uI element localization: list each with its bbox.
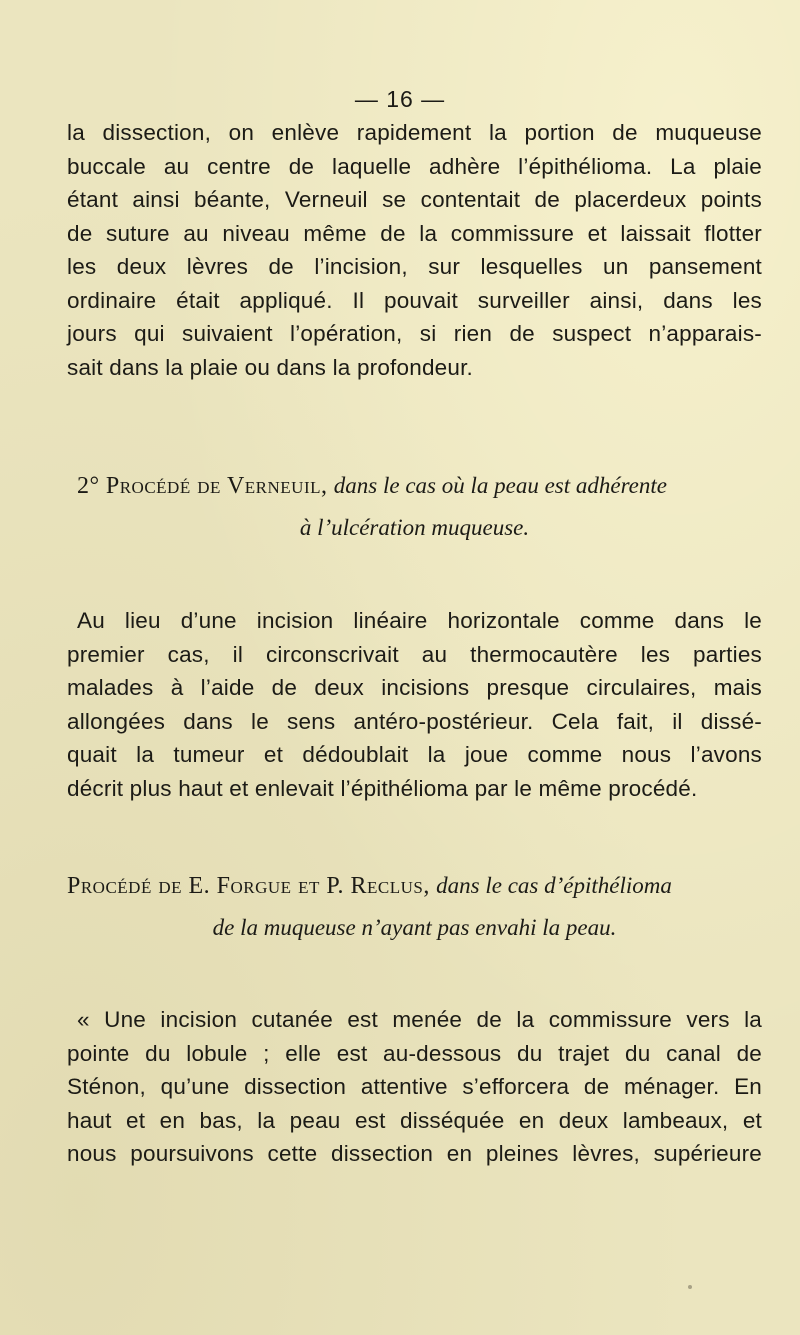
text-line: quait la tumeur et dédoublait la joue comme nous l’avons xyxy=(67,742,762,767)
heading-line xyxy=(67,910,762,946)
heading-line xyxy=(67,468,762,504)
text-line: sait dans la plaie ou dans la profondeur. xyxy=(67,354,473,380)
text-line: étant ainsi béante, Verneuil se contentait de placerdeux points xyxy=(67,187,762,212)
paper-speck xyxy=(688,1285,692,1289)
paragraph-verneuil-procedure xyxy=(67,604,762,805)
text-line: décrit plus haut et enlevait l’épithélioma par le même procédé. xyxy=(67,775,698,801)
text-line: allongées dans le sens antéro-postérieur. Cela fait, il dissé- xyxy=(67,708,762,734)
heading-line xyxy=(67,868,762,904)
text-line: « Une incision cutanée est menée de la commissure vers la xyxy=(77,1007,762,1032)
text-line: pointe du lobule ; elle est au-dessous du trajet du canal de xyxy=(67,1040,762,1066)
section-heading-forgue-reclus xyxy=(67,868,762,946)
text-line: ordinaire était appliqué. Il pouvait surveiller ainsi, dans les xyxy=(67,287,762,313)
heading-title: Procédé de E. Forgue et P. Reclus, xyxy=(67,873,430,899)
heading-number: 2° xyxy=(77,473,100,499)
heading-subtitle: dans le cas où la peau est adhérente xyxy=(333,473,667,498)
heading-subtitle: dans le cas d’épithélioma xyxy=(436,873,672,898)
text-line: premier cas, il circonscrivait au thermocautère les parties xyxy=(67,641,762,667)
text-line: Au lieu d’une incision linéaire horizontale comme dans le xyxy=(77,608,762,633)
heading-subtitle: à l’ulcération muqueuse. xyxy=(299,515,530,540)
text-line: haut et en bas, la peau est disséquée en deux lambeaux, et xyxy=(67,1107,762,1133)
page-number: — 16 — xyxy=(354,86,446,112)
paragraph-forgue-reclus-quote xyxy=(67,1003,762,1171)
heading-line xyxy=(67,510,762,546)
text-line: Sténon, qu’une dissection attentive s’efforcera de ménager. En xyxy=(67,1074,762,1099)
text-line: la dissection, on enlève rapidement la portion de muqueuse xyxy=(67,120,762,145)
text-line: les deux lèvres de l’incision, sur lesquelles un pansement xyxy=(67,254,762,279)
text-line: malades à l’aide de deux incisions presque circulaires, mais xyxy=(67,675,762,700)
heading-title: Procédé de Verneuil, xyxy=(105,473,328,499)
paragraph-verneuil-suture xyxy=(67,116,762,384)
section-heading-verneuil xyxy=(67,468,762,546)
text-line: de suture au niveau même de la commissure et laissait flotter xyxy=(67,220,762,246)
text-line: jours qui suivaient l’opération, si rien de suspect n’apparais- xyxy=(67,321,762,346)
heading-subtitle: de la muqueuse n’ayant pas envahi la peau. xyxy=(212,915,617,940)
text-line: buccale au centre de laquelle adhère l’épithélioma. La plaie xyxy=(67,153,762,179)
text-line: nous poursuivons cette dissection en pleines lèvres, supérieure xyxy=(67,1141,762,1166)
